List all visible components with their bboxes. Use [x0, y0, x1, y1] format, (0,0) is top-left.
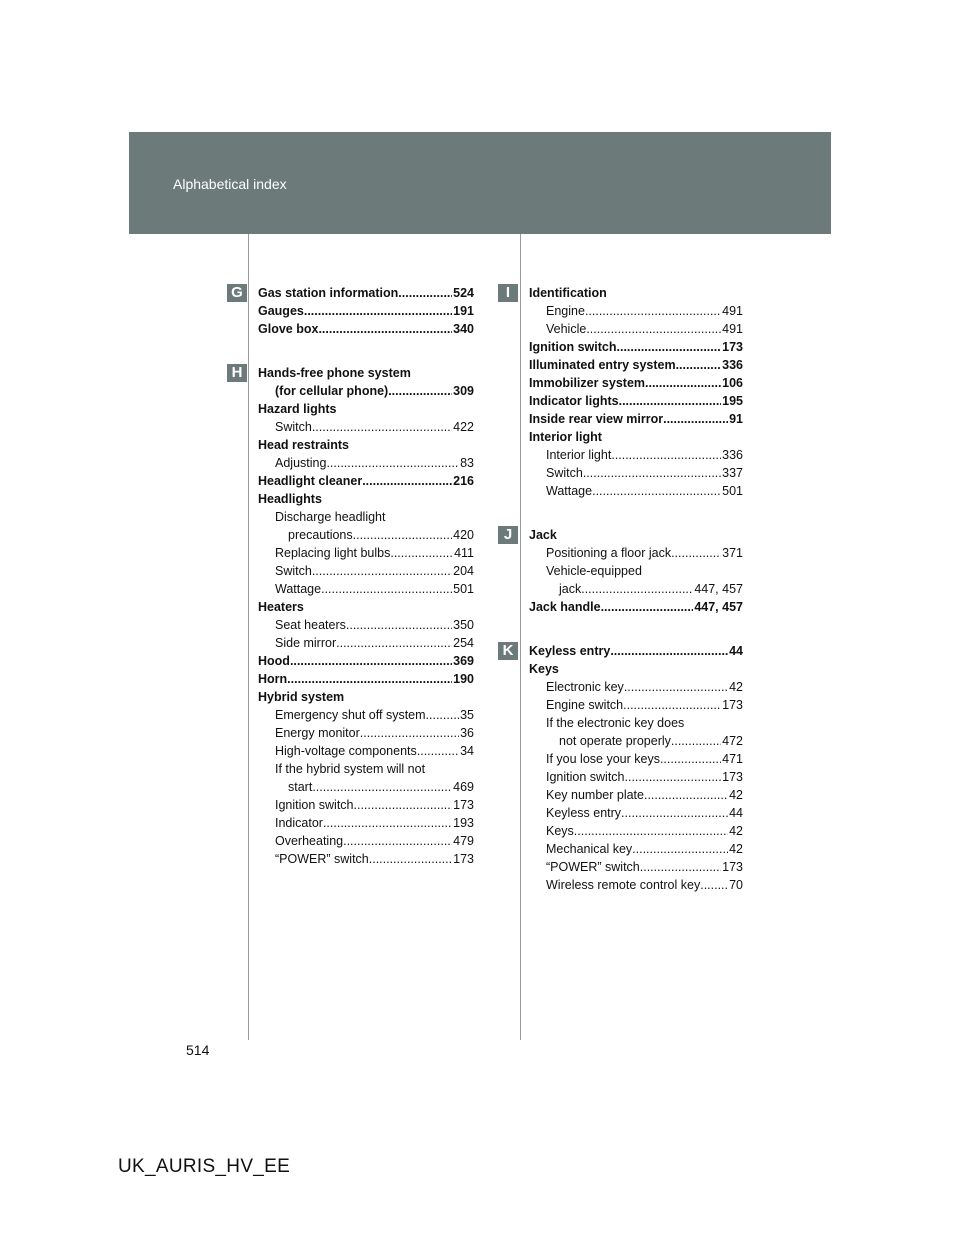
index-entry: Headlight cleaner ..... 216 [258, 472, 474, 490]
index-subentry: Energy monitor ..... 36 [258, 724, 474, 742]
index-entry: Horn ..... 190 [258, 670, 474, 688]
index-subentry: Seat heaters ..... 350 [258, 616, 474, 634]
index-entry: Hazard lights [258, 402, 337, 416]
index-subentry: start ..... 469 [258, 778, 474, 796]
index-subentry: Replacing light bulbs ..... 411 [258, 544, 474, 562]
index-subentry: Engine switch ..... 173 [529, 696, 743, 714]
index-entry: Jack handle ..... 447, 457 [529, 598, 743, 616]
index-subentry: If the hybrid system will not [275, 762, 426, 776]
index-entry: Jack [529, 528, 557, 542]
index-entry: Illuminated entry system ..... 336 [529, 356, 743, 374]
page-number: 514 [186, 1042, 210, 1058]
index-subentry: Ignition switch ..... 173 [258, 796, 474, 814]
letter-badge-h: H [227, 364, 247, 382]
index-subentry: Interior light ..... 336 [529, 446, 743, 464]
index-entry: Hood ..... 369 [258, 652, 474, 670]
index-entry: Keys [529, 662, 559, 676]
index-entry: Ignition switch ..... 173 [529, 338, 743, 356]
index-subentry: Wattage ..... 501 [529, 482, 743, 500]
index-entry: Heaters [258, 600, 304, 614]
index-subentry: not operate properly ..... 472 [529, 732, 743, 750]
index-entry: Keyless entry ..... 44 [529, 642, 743, 660]
index-entry: Immobilizer system ..... 106 [529, 374, 743, 392]
letter-badge-i: I [498, 284, 518, 302]
index-subentry: Wireless remote control key ..... 70 [529, 876, 743, 894]
index-subentry: “POWER” switch ..... 173 [258, 850, 474, 868]
index-subentry: Ignition switch ..... 173 [529, 768, 743, 786]
index-subentry: Vehicle-equipped [546, 564, 642, 578]
index-subentry: “POWER” switch ..... 173 [529, 858, 743, 876]
index-entry: Indicator lights ..... 195 [529, 392, 743, 410]
index-entry: Headlights [258, 492, 322, 506]
index-subentry: Adjusting ..... 83 [258, 454, 474, 472]
index-subentry: Indicator ..... 193 [258, 814, 474, 832]
center-divider [520, 234, 521, 1040]
index-subentry: Wattage ..... 501 [258, 580, 474, 598]
index-entry: Head restraints [258, 438, 350, 452]
index-entry: Hands-free phone system [258, 366, 411, 380]
index-subentry: jack ..... 447, 457 [529, 580, 743, 598]
index-subentry: Vehicle ..... 491 [529, 320, 743, 338]
letter-badge-j: J [498, 526, 518, 544]
index-entry: Glove box ..... 340 [258, 320, 474, 338]
index-subentry: Emergency shut off system ..... 35 [258, 706, 474, 724]
index-subentry: Key number plate ..... 42 [529, 786, 743, 804]
section-j [503, 526, 743, 616]
right-index-column [502, 284, 743, 894]
index-subentry: If the electronic key does [546, 716, 685, 730]
index-subentry: Keyless entry ..... 44 [529, 804, 743, 822]
index-subentry: Switch ..... 422 [258, 418, 474, 436]
index-subentry: Mechanical key ..... 42 [529, 840, 743, 858]
section-h [231, 364, 474, 868]
index-subentry: Engine ..... 491 [529, 302, 743, 320]
letter-badge-g: G [227, 284, 247, 302]
index-subentry: precautions ..... 420 [258, 526, 474, 544]
index-subentry: High-voltage components ..... 34 [258, 742, 474, 760]
index-entry: Inside rear view mirror ..... 91 [529, 410, 743, 428]
section-g [231, 284, 474, 338]
footer-code: UK_AURIS_HV_EE [118, 1156, 291, 1177]
index-subentry: If you lose your keys ..... 471 [529, 750, 743, 768]
left-index-column [231, 284, 474, 868]
index-subentry: Discharge headlight [275, 510, 386, 524]
index-entry: Gas station information ..... 524 [258, 284, 474, 302]
index-entry: Hybrid system [258, 690, 345, 704]
header-title: Alphabetical index [173, 176, 287, 192]
page-header [129, 132, 831, 234]
index-subentry: Switch ..... 337 [529, 464, 743, 482]
index-subentry: Overheating ..... 479 [258, 832, 474, 850]
index-entry: Interior light [529, 430, 602, 444]
section-i [505, 284, 743, 500]
index-entry: (for cellular phone) ..... 309 [258, 382, 474, 400]
index-subentry: Keys ..... 42 [529, 822, 743, 840]
index-subentry: Positioning a floor jack ..... 371 [529, 544, 743, 562]
index-subentry: Electronic key ..... 42 [529, 678, 743, 696]
index-subentry: Side mirror ..... 254 [258, 634, 474, 652]
section-k [502, 642, 743, 894]
index-subentry: Switch ..... 204 [258, 562, 474, 580]
index-entry: Gauges ..... 191 [258, 302, 474, 320]
index-entry: Identification [529, 286, 607, 300]
letter-badge-k: K [498, 642, 518, 660]
left-divider [248, 234, 249, 1040]
